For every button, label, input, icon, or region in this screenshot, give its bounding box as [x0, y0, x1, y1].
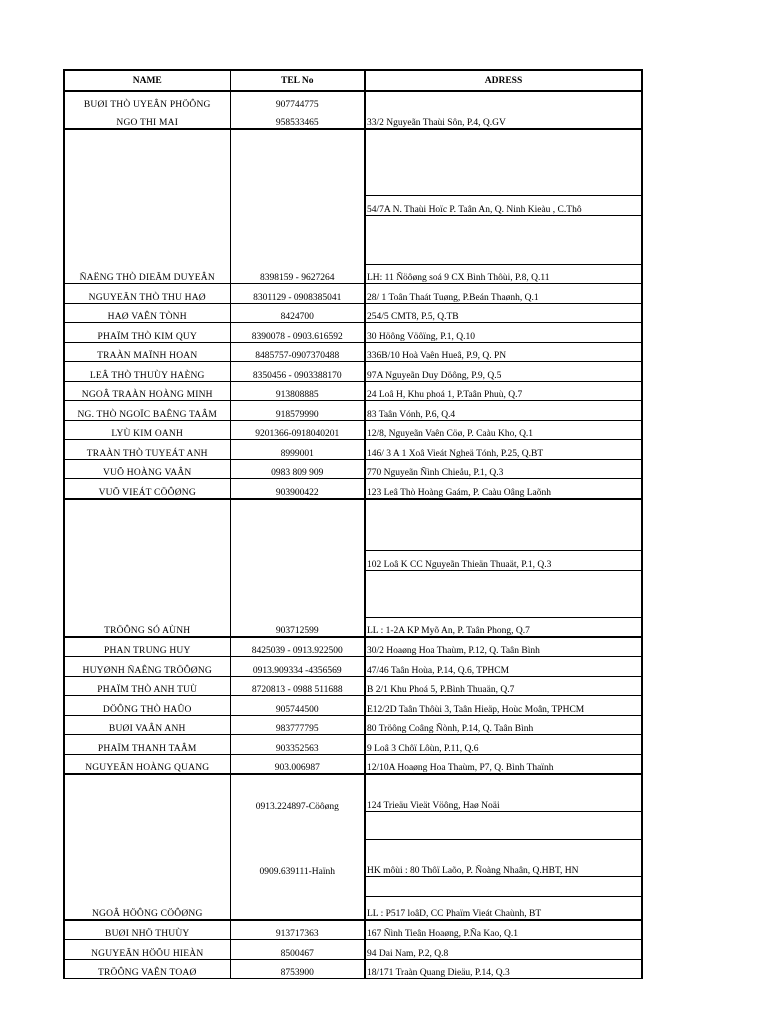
tel-cell: 8301129 - 0908385041 [230, 284, 365, 304]
tel-cell [230, 550, 365, 570]
address-cell: E12/2D Taân Thôùi 3, Taân Hieäp, Hoùc Moân, TPHCM [365, 696, 642, 716]
name-cell: VUÕ VIEÁT CÖÔØNG [64, 479, 230, 499]
name-cell: BUØI NHÖ THUÙY [64, 920, 230, 940]
address-cell: LL : 1-2A KP Myõ An, P. Taân Phong, Q.7 [365, 617, 642, 637]
name-cell [64, 570, 230, 617]
tel-cell [230, 196, 365, 216]
address-cell: 18/171 Traàn Quang Dieäu, P.14, Q.3 [365, 959, 642, 979]
tel-cell: 903900422 [230, 479, 365, 499]
table-row [64, 381, 642, 401]
address-cell: 33/2 Nguyeãn Thaùi Sôn, P.4, Q.GV [365, 110, 642, 129]
table-row [64, 303, 642, 323]
name-cell: LEÂ THÒ THUÙY HAÈNG [64, 362, 230, 382]
address-cell: 24 Loâ H, Khu phoá 1, P.Taân Phuù, Q.7 [365, 381, 642, 401]
address-cell: 47/46 Taân Hoùa, P.14, Q.6, TPHCM [365, 657, 642, 677]
tel-cell [230, 129, 365, 196]
table-row [64, 550, 642, 570]
tel-cell: 903352563 [230, 735, 365, 755]
table-row [64, 715, 642, 735]
name-cell: DÖÔNG THÒ HAÛO [64, 696, 230, 716]
name-cell: HUYØNH ÑAÊNG TRÖÔØNG [64, 657, 230, 677]
table-row [64, 959, 642, 979]
address-cell: 146/ 3 A 1 Xoâ Vieát Ngheä Tónh, P.25, Q.BT [365, 440, 642, 460]
table-row [64, 812, 642, 840]
name-cell: TRÖÔNG SÓ AÙNH [64, 617, 230, 637]
address-cell: 12/10A Hoaøng Hoa Thaùm, P7, Q. Bình Thaïnh [365, 754, 642, 774]
table-row [64, 265, 642, 284]
contact-sheet [63, 69, 641, 979]
tel-cell [230, 812, 365, 840]
address-cell: 123 Leâ Thò Hoàng Gaám, P. Caàu Oâng Laõnh [365, 479, 642, 499]
address-cell [365, 570, 642, 617]
tel-cell: 8999001 [230, 440, 365, 460]
address-cell: 54/7A N. Thaùi Hoïc P. Taân An, Q. Ninh Kieàu , C.Thô [365, 196, 642, 216]
address-cell [365, 812, 642, 840]
tel-cell: 903712599 [230, 617, 365, 637]
name-cell: TRAÀN MAÏNH HOAN [64, 342, 230, 362]
address-cell: 9 Loâ 3 Chôï Lôùn, P.11, Q.6 [365, 735, 642, 755]
table-row [64, 735, 642, 755]
tel-cell: 8398159 - 9627264 [230, 265, 365, 284]
tel-cell: 8350456 - 0903388170 [230, 362, 365, 382]
tel-cell: 918579990 [230, 401, 365, 421]
name-cell: TRAÀN THÒ TUYEÁT ANH [64, 440, 230, 460]
table-body [64, 91, 642, 979]
address-cell [365, 499, 642, 551]
tel-cell: 8485757-0907370488 [230, 342, 365, 362]
name-cell [64, 877, 230, 897]
tel-cell: 8720813 - 0988 511688 [230, 676, 365, 696]
tel-cell: 983777795 [230, 715, 365, 735]
name-cell: NGO THI MAI [64, 110, 230, 129]
tel-cell [230, 216, 365, 265]
table-row [64, 754, 642, 774]
tel-cell [230, 570, 365, 617]
name-cell: NGUYEÃN HOÀNG QUANG [64, 754, 230, 774]
table-row [64, 342, 642, 362]
tel-cell: 8424700 [230, 303, 365, 323]
name-cell: NGOÂ HÖÔNG CÖÔØNG [64, 896, 230, 920]
table-row [64, 420, 642, 440]
address-cell: 102 Loâ K CC Nguyeãn Thieän Thuaät, P.1, Q.3 [365, 550, 642, 570]
name-cell [64, 550, 230, 570]
address-cell: 97A Nguyeãn Duy Döông, P.9, Q.5 [365, 362, 642, 382]
tel-cell: 903.006987 [230, 754, 365, 774]
table-row [64, 896, 642, 920]
name-cell [64, 216, 230, 265]
tel-cell: 8500467 [230, 940, 365, 960]
name-cell: PHAÏM THÒ ANH TUÙ [64, 676, 230, 696]
table-row [64, 362, 642, 382]
table-row [64, 920, 642, 940]
name-cell: PHAN TRUNG HUY [64, 637, 230, 657]
address-cell: 80 Tröông Coâng Ñònh, P.14, Q. Taân Bình [365, 715, 642, 735]
name-cell: NGUYEÃN HÖÕU HIEÀN [64, 940, 230, 960]
tel-cell: 905744500 [230, 696, 365, 716]
name-cell [64, 499, 230, 551]
tel-cell: 0913.224897-Cöôøng [230, 774, 365, 812]
address-cell: 254/5 CMT8, P.5, Q.TB [365, 303, 642, 323]
header-row [64, 70, 642, 91]
address-cell [365, 216, 642, 265]
tel-cell: 8753900 [230, 959, 365, 979]
name-cell: BUØI VAÂN ANH [64, 715, 230, 735]
name-cell: NGUYEÃN THÒ THU HAØ [64, 284, 230, 304]
address-cell: 30/2 Hoaøng Hoa Thaùm, P.12, Q. Taân Bình [365, 637, 642, 657]
address-cell: 28/ 1 Toân Thaát Tuøng, P.Beán Thaønh, Q.1 [365, 284, 642, 304]
address-cell [365, 91, 642, 110]
table-row [64, 676, 642, 696]
table-row [64, 940, 642, 960]
header-tel: TEL No [230, 70, 365, 91]
table-row [64, 696, 642, 716]
tel-cell: 9201366-0918040201 [230, 420, 365, 440]
name-cell [64, 840, 230, 877]
table-row [64, 657, 642, 677]
address-cell: 12/8, Nguyeãn Vaên Cöø, P. Caàu Kho, Q.1 [365, 420, 642, 440]
table-row [64, 110, 642, 129]
address-cell [365, 129, 642, 196]
name-cell: PHAÏM THÒ KIM QUY [64, 323, 230, 343]
table-row [64, 479, 642, 499]
tel-cell: 0983 809 909 [230, 459, 365, 479]
name-cell: TRÖÔNG VAÊN TOAØ [64, 959, 230, 979]
name-cell [64, 812, 230, 840]
table-row [64, 459, 642, 479]
table-row [64, 323, 642, 343]
tel-cell [230, 499, 365, 551]
table-row [64, 284, 642, 304]
address-cell: 124 Trieäu Vieät Vöông, Haø Noäi [365, 774, 642, 812]
tel-cell [230, 877, 365, 897]
name-cell: HAØ VAÊN TÒNH [64, 303, 230, 323]
table-row [64, 91, 642, 110]
tel-cell: 0913.909334 -4356569 [230, 657, 365, 677]
header-name: NAME [64, 70, 230, 91]
address-cell [365, 877, 642, 897]
name-cell: ÑAËNG THÒ DIEÃM DUYEÂN [64, 265, 230, 284]
address-cell: 83 Taân Vónh, P.6, Q.4 [365, 401, 642, 421]
name-cell: LYÙ KIM OANH [64, 420, 230, 440]
table-row [64, 617, 642, 637]
address-cell: 770 Nguyeãn Ñình Chieåu, P.1, Q.3 [365, 459, 642, 479]
table-row [64, 774, 642, 812]
tel-cell: 907744775 [230, 91, 365, 110]
table-row [64, 401, 642, 421]
contact-table [63, 69, 643, 979]
address-cell: LH: 11 Ñöôøng soá 9 CX Bình Thôùi, P.8, Q.11 [365, 265, 642, 284]
address-cell: 94 Dai Nam, P.2, Q.8 [365, 940, 642, 960]
tel-cell: 913808885 [230, 381, 365, 401]
address-cell: LL : P517 loâD, CC Phaïm Vieát Chaùnh, BT [365, 896, 642, 920]
table-row [64, 499, 642, 551]
table-row [64, 877, 642, 897]
table-row [64, 840, 642, 877]
address-cell: HK môùi : 80 Thôï Laõo, P. Ñoàng Nhaân, Q.HBT, HN [365, 840, 642, 877]
name-cell: PHAÏM THANH TAÂM [64, 735, 230, 755]
name-cell: VUÕ HOÀNG VAÂN [64, 459, 230, 479]
name-cell [64, 196, 230, 216]
table-row [64, 637, 642, 657]
address-cell: 336B/10 Hoà Vaên Hueâ, P.9, Q. PN [365, 342, 642, 362]
table-row [64, 440, 642, 460]
table-row [64, 570, 642, 617]
tel-cell: 0909.639111-Haïnh [230, 840, 365, 877]
name-cell [64, 129, 230, 196]
address-cell: 167 Ñình Tieân Hoaøng, P.Ña Kao, Q.1 [365, 920, 642, 940]
address-cell: 30 Höông Vöôïng, P.1, Q.10 [365, 323, 642, 343]
name-cell: BUØI THÒ UYEÂN PHÖÔNG [64, 91, 230, 110]
name-cell: NG. THÒ NGOÏC BAÊNG TAÂM [64, 401, 230, 421]
tel-cell: 913717363 [230, 920, 365, 940]
table-row [64, 129, 642, 196]
name-cell: NGOÂ TRAÀN HOÀNG MINH [64, 381, 230, 401]
tel-cell: 958533465 [230, 110, 365, 129]
table-row [64, 196, 642, 216]
name-cell [64, 774, 230, 812]
tel-cell [230, 896, 365, 920]
table-row [64, 216, 642, 265]
tel-cell: 8425039 - 0913.922500 [230, 637, 365, 657]
tel-cell: 8390078 - 0903.616592 [230, 323, 365, 343]
header-address: ADRESS [365, 70, 642, 91]
address-cell: B 2/1 Khu Phoá 5, P.Bình Thuaän, Q.7 [365, 676, 642, 696]
